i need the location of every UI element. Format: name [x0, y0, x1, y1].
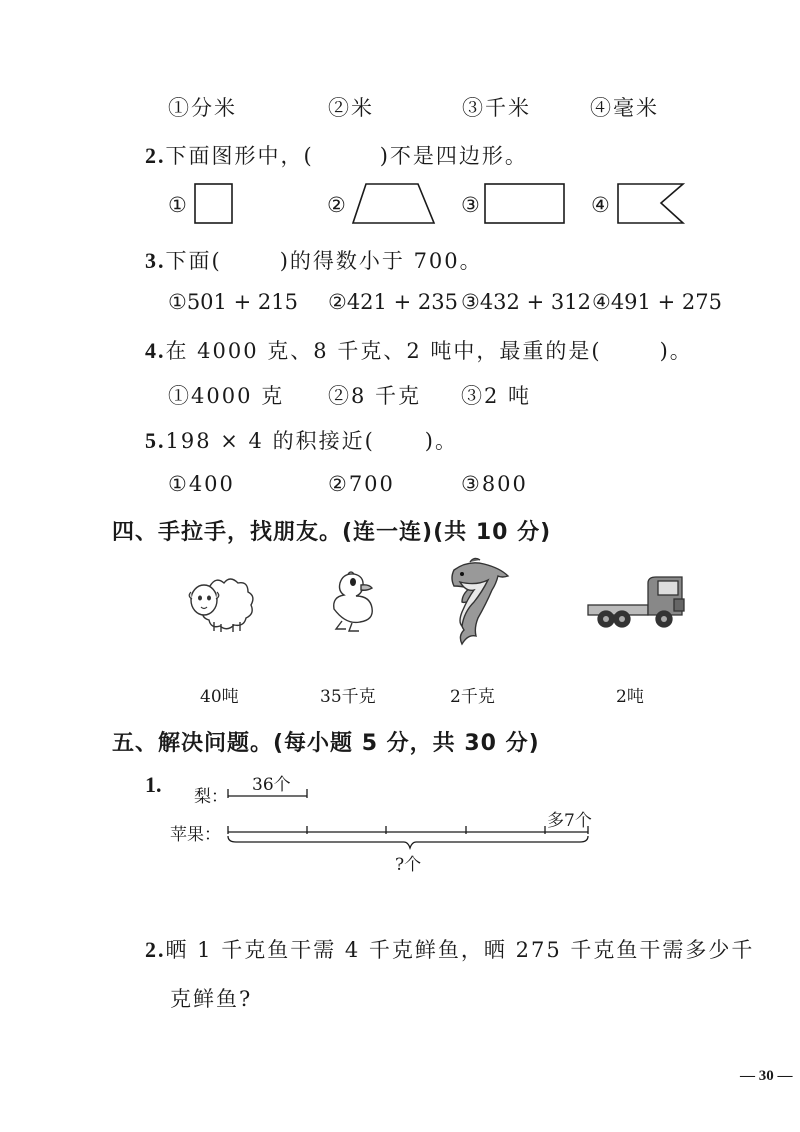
weight-label-3[interactable]: 2千克 [450, 687, 495, 707]
q4-text-after: )。 [659, 339, 693, 363]
q5-text-before: 198 × 4 的积接近( [165, 429, 375, 453]
q2-shape-square [194, 183, 234, 225]
q2-shape-rectangle [484, 183, 566, 225]
page-number: — 30 — [740, 1068, 793, 1084]
q3-text-before: 下面( [165, 249, 222, 273]
more-label: 多7个 [547, 811, 592, 831]
q4-question [145, 335, 693, 365]
q4-option-3: ③2 吨 [461, 384, 532, 408]
dolphin-icon[interactable] [440, 560, 512, 648]
q2-question [145, 140, 528, 170]
p2-line2: 克鲜鱼? [170, 987, 253, 1011]
q5-question [145, 425, 458, 455]
weight-label-1[interactable]: 40吨 [200, 687, 239, 707]
q1-option-2: ②米 [328, 96, 374, 120]
p2-text-line1: 晒 1 千克鱼干需 4 千克鲜鱼，晒 275 千克鱼干需多少千 [165, 938, 755, 962]
weight-label-4[interactable]: 2吨 [616, 687, 644, 707]
q3-option-4: ④491 + 275 [592, 290, 722, 314]
p1-number: 1. [145, 772, 162, 797]
line-segment-diagram [220, 786, 600, 852]
pear-count-label: 36个 [252, 775, 291, 795]
q4-number: 4. [145, 338, 166, 363]
q2-number: 2. [145, 143, 166, 168]
q3-option-1: ①501 + 215 [168, 290, 298, 314]
section5-title: 五、解决问题。(每小题 5 分，共 30 分) [112, 731, 540, 756]
pear-label: 梨： [194, 787, 228, 807]
q4-option-1: ①4000 克 [168, 384, 285, 408]
q2-shape-trapezoid [352, 183, 436, 225]
q3-text-after: )的得数小于 700。 [279, 249, 483, 273]
q1-option-1: ①分米 [168, 96, 237, 120]
q2-text-after: )不是四边形。 [379, 144, 528, 168]
q2-shape-pentagon-flag [617, 183, 685, 225]
section4-title: 四、手拉手，找朋友。(连一连)(共 10 分) [112, 520, 552, 545]
q5-text-after: )。 [424, 429, 458, 453]
q1-option-3: ③千米 [462, 96, 531, 120]
q3-option-3: ③432 + 312 [461, 290, 591, 314]
q2-option-1: ① [168, 193, 189, 217]
p2-number: 2. [145, 937, 166, 962]
q2-option-3: ③ [461, 193, 482, 217]
q5-number: 5. [145, 428, 166, 453]
q4-text-before: 在 4000 克、8 千克、2 吨中，最重的是( [165, 339, 602, 363]
q3-option-2: ②421 + 235 [328, 290, 458, 314]
q3-question [145, 245, 483, 275]
q4-option-2: ②8 千克 [328, 384, 422, 408]
q2-option-2: ② [327, 193, 348, 217]
p2-line1 [145, 934, 754, 964]
weight-label-2[interactable]: 35千克 [320, 687, 376, 707]
q3-number: 3. [145, 248, 166, 273]
q1-option-4: ④毫米 [590, 96, 659, 120]
sheep-icon[interactable] [188, 574, 258, 634]
q2-text-before: 下面图形中，( [165, 144, 314, 168]
q2-option-4: ④ [591, 193, 612, 217]
apple-label: 苹果： [170, 825, 221, 845]
duck-icon[interactable] [326, 571, 376, 633]
page-number-value: 30 [758, 1068, 774, 1084]
q5-option-3: ③800 [461, 472, 528, 496]
total-label: ?个 [395, 855, 422, 875]
q5-option-1: ①400 [168, 472, 235, 496]
q5-option-2: ②700 [328, 472, 395, 496]
truck-icon[interactable] [586, 575, 692, 631]
